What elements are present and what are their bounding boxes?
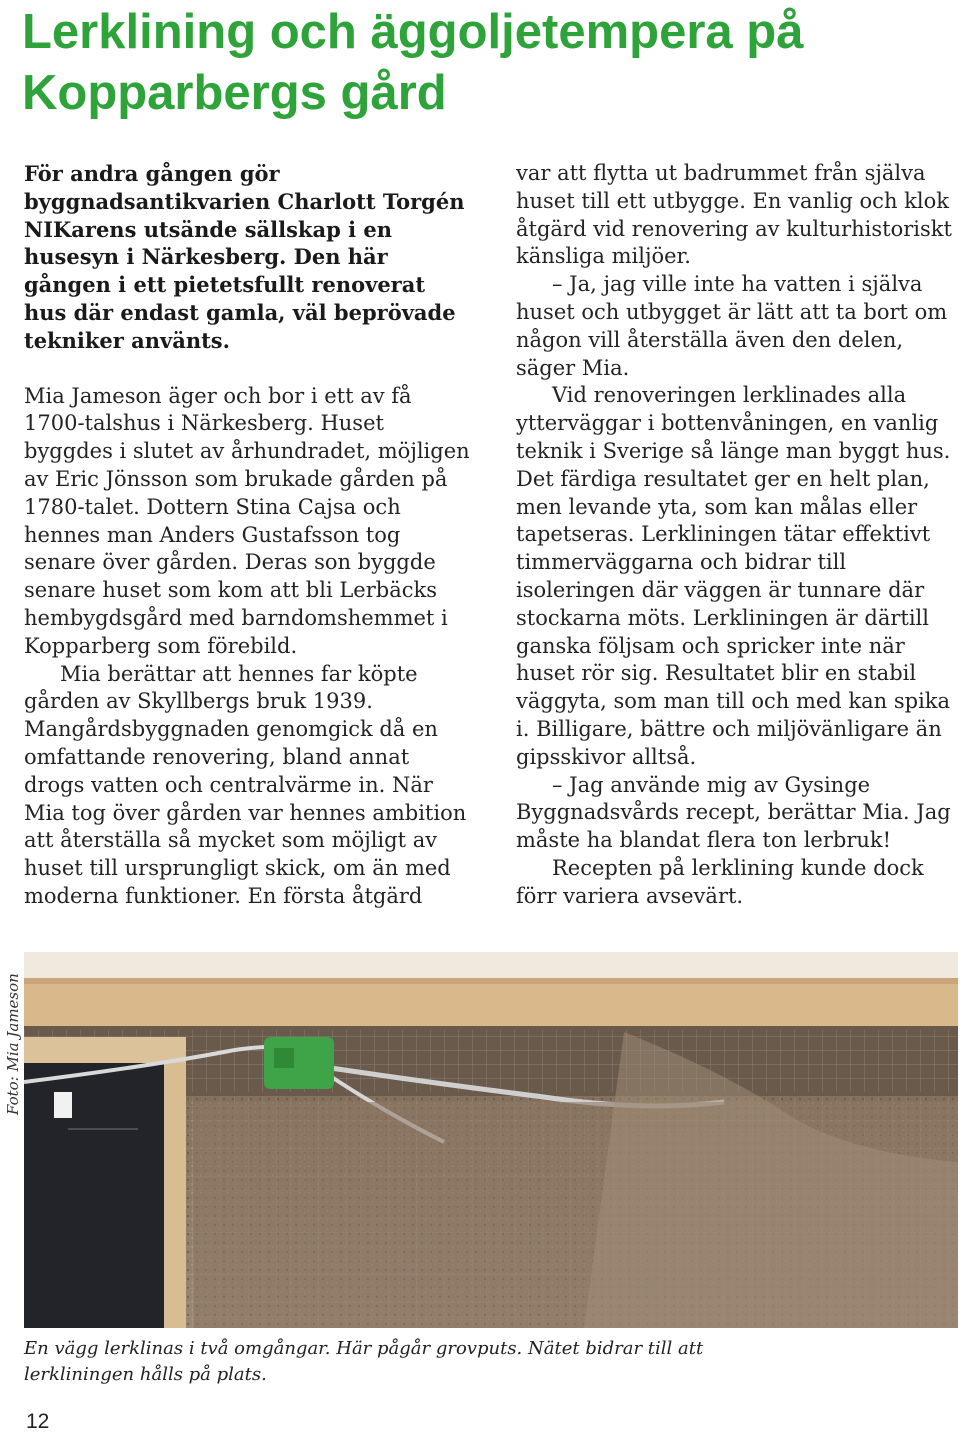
body-paragraph: var att flytta ut badrummet från själva huset till ett utbygge. En vanlig och klok åtgärd vid renovering av kulturhistoriskt känsliga miljöer. — [516, 161, 952, 269]
body-paragraph: Vid renoveringen lerklinades alla ytterväggar i bottenvåningen, en vanlig teknik i Sverige så länge man byggt hus. Det färdiga resultatet ger en helt plan, men levande yta, som kan målas eller tapetseras. Lerkliningen tätar effektivt timmerväggarna och bidrar till isoleringen där väggen är tunnare där stockarna möts. Lerkliningen är därtill ganska följsam och spricker inte när huset rör sig. Resultatet blir en stabil väggyta, som man till och med kan spika i. Billigare, bättre och miljövänligare än gipsskivor alltså. — [516, 383, 951, 769]
right-column — [516, 160, 956, 911]
wall-photo — [24, 952, 958, 1328]
body-paragraph: Mia berättar att hennes far köpte gården av Skyllbergs bruk 1939. Mangårdsbyggnaden genomgick då en omfattande renovering, bland annat drogs vatten och centralvärme in. När Mia tog över gården var hennes ambition att återställa så mycket som möjligt av huset till ursprungligt skick, om än med moderna funktioner. En första åtgärd — [24, 661, 467, 908]
body-paragraph: Recepten på lerklining kunde dock förr variera avsevärt. — [516, 855, 924, 908]
left-column — [24, 160, 474, 911]
body-paragraph: – Ja, jag ville inte ha vatten i själva huset och utbygget är lätt att ta bort om någon vill återställa även den delen, säger Mia. — [516, 272, 948, 380]
article-lead: För andra gången gör byggnadsantikvarien Charlott Torgén NIKarens utsände sällskap i en husesyn i Närkesberg. Den här gången i ett pietetsfullt renoverat hus där endast gamla, väl beprövade tekniker använts. — [24, 161, 465, 353]
body-paragraph: Mia Jameson äger och bor i ett av få 1700-talshus i Närkesberg. Huset byggdes i slutet av århundradet, möjligen av Eric Jönsson som brukade gården på 1780-talet. Dottern Stina Cajsa och hennes man Anders Gustafsson tog senare över gården. Deras son byggde senare huset som kom att bli Lerbäcks hembygdsgård med barndomshemmet i Kopparberg som förebild. — [24, 383, 470, 658]
photo-credit: Foto: Mia Jameson — [4, 973, 22, 1115]
ceiling-beam — [24, 978, 958, 1030]
photo-caption: En vägg lerklinas i två omgångar. Här pågår grovputs. Nätet bidrar till att lerkliningen hålls på plats. — [24, 1338, 704, 1385]
body-paragraph: – Jag använde mig av Gysinge Byggnadsvårds recept, berättar Mia. Jag måste ha blandat flera ton lerbruk! — [516, 772, 951, 853]
window-post — [164, 1037, 186, 1328]
page-number: 12 — [26, 1410, 50, 1433]
article-title: Lerklining och äggoljetempera på Kopparbergs gård — [22, 5, 804, 120]
window — [24, 1063, 164, 1328]
window-lintel — [24, 1037, 186, 1063]
wall-photo-illustration — [24, 952, 958, 1328]
